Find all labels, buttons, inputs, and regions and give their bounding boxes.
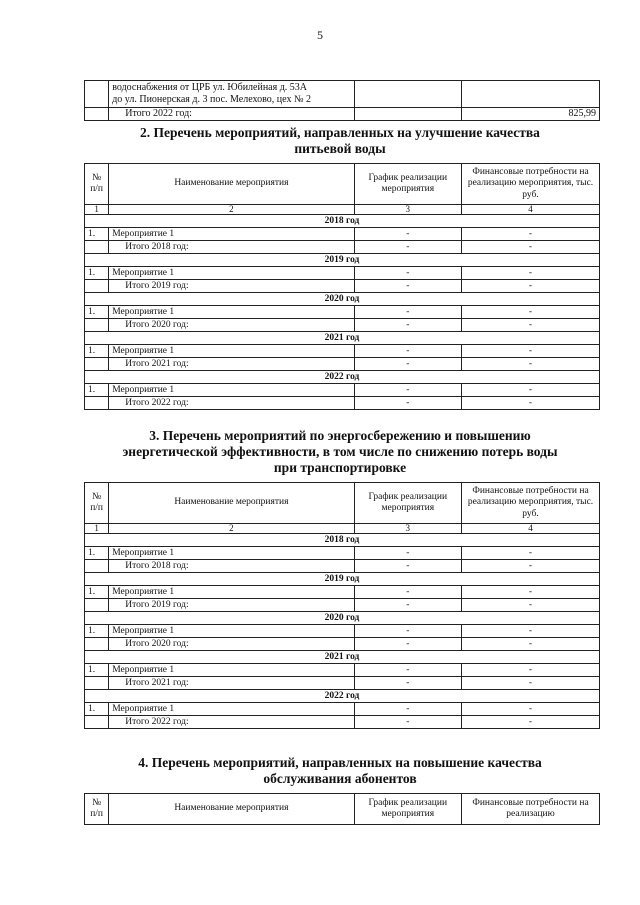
table-cell: 1. (85, 228, 109, 241)
table-cell: Мероприятие 1 (109, 664, 354, 677)
table-cell: Мероприятие 1 (109, 228, 354, 241)
table-cell: - (462, 306, 600, 319)
header-schedule: График реализации мероприятия (354, 794, 461, 825)
table-cell: - (462, 716, 600, 729)
table-cell: 3 (354, 524, 461, 534)
table-cell: 4 (462, 524, 600, 534)
table-cell: - (462, 280, 600, 293)
table-cell: 1 (85, 205, 109, 215)
table-cell: - (354, 599, 461, 612)
total-value: 825,99 (462, 108, 600, 121)
table-cell: - (462, 560, 600, 573)
table-cell: - (354, 397, 461, 410)
table-cell: - (354, 638, 461, 651)
table-cell (462, 81, 600, 108)
table-cell: Мероприятие 1 (109, 267, 354, 280)
header-schedule: График реализации мероприятия (354, 164, 461, 205)
table-cell: Мероприятие 1 (109, 547, 354, 560)
table-cell: 1. (85, 547, 109, 560)
table-cell (85, 560, 109, 573)
table-cell: Мероприятие 1 (109, 586, 354, 599)
table-cell: 1. (85, 703, 109, 716)
table-cell: - (354, 586, 461, 599)
table-cell: - (354, 547, 461, 560)
table-cell: - (354, 306, 461, 319)
header-name: Наименование мероприятия (109, 164, 354, 205)
table-cell (85, 81, 109, 108)
table-cell: 1 (85, 524, 109, 534)
table-cell: 2 (109, 524, 354, 534)
header-num: № п/п (85, 794, 109, 825)
year-row: 2022 год (85, 371, 600, 384)
header-schedule: График реализации мероприятия (354, 483, 461, 524)
year-row: 2019 год (85, 573, 600, 586)
table-cell (85, 280, 109, 293)
table-cell (354, 108, 461, 121)
previous-table-fragment (84, 80, 600, 121)
table-cell: - (462, 677, 600, 690)
table-cell: Итого 2020 год: (109, 638, 354, 651)
section3-table (84, 482, 600, 729)
table-cell (354, 81, 461, 108)
year-row: 2021 год (85, 651, 600, 664)
table-cell: Итого 2019 год: (109, 280, 354, 293)
header-finance: Финансовые потребности на реализацию мероприятия, тыс. руб. (462, 164, 600, 205)
section4-title: 4. Перечень мероприятий, направленных на повышение качества обслуживания абонентов (138, 755, 542, 786)
table-cell: - (354, 384, 461, 397)
table-cell: Мероприятие 1 (109, 703, 354, 716)
table-cell: - (462, 599, 600, 612)
table-cell (85, 716, 109, 729)
section4-table (84, 793, 600, 825)
table-cell: 1. (85, 267, 109, 280)
table-cell: Мероприятие 1 (109, 384, 354, 397)
table-cell (85, 319, 109, 332)
year-row: 2021 год (85, 332, 600, 345)
table-cell: Итого 2018 год: (109, 241, 354, 254)
table-cell: - (354, 703, 461, 716)
table-cell: 1. (85, 306, 109, 319)
table-cell: - (354, 228, 461, 241)
table-cell (85, 677, 109, 690)
table-cell: - (462, 384, 600, 397)
header-finance: Финансовые потребности на реализацию мероприятия, тыс. руб. (462, 483, 600, 524)
table-cell: - (462, 397, 600, 410)
year-row: 2018 год (85, 215, 600, 228)
year-row: 2020 год (85, 293, 600, 306)
table-cell: - (462, 547, 600, 560)
table-cell: - (354, 716, 461, 729)
year-row: 2018 год (85, 534, 600, 547)
table-cell (85, 241, 109, 254)
header-name: Наименование мероприятия (109, 794, 354, 825)
table-cell: - (354, 345, 461, 358)
table-cell (85, 358, 109, 371)
table-cell: Итого 2022 год: (109, 716, 354, 729)
table-cell (85, 108, 109, 121)
year-row: 2019 год (85, 254, 600, 267)
table-cell: - (354, 664, 461, 677)
table-cell: Итого 2018 год: (109, 560, 354, 573)
table-cell: - (462, 267, 600, 280)
table-cell: 1. (85, 384, 109, 397)
table-cell: - (462, 703, 600, 716)
table-cell (85, 599, 109, 612)
table-cell: - (354, 677, 461, 690)
table-cell: Итого 2021 год: (109, 677, 354, 690)
table-cell: 1. (85, 345, 109, 358)
table-cell (85, 638, 109, 651)
table-cell: 1. (85, 664, 109, 677)
table-cell: - (354, 267, 461, 280)
table-cell: Итого 2022 год: (109, 397, 354, 410)
year-row: 2022 год (85, 690, 600, 703)
table-cell: Итого 2020 год: (109, 319, 354, 332)
table-cell: 1. (85, 586, 109, 599)
table-cell: 3 (354, 205, 461, 215)
header-num: № п/п (85, 483, 109, 524)
description-cell: водоснабжения от ЦРБ ул. Юбилейная д. 53А до ул. Пионерская д. 3 пос. Мелехово, цех № 2 (109, 81, 354, 108)
header-name: Наименование мероприятия (109, 483, 354, 524)
table-cell: - (462, 319, 600, 332)
table-cell: - (354, 280, 461, 293)
table-cell: - (462, 358, 600, 371)
table-cell: - (354, 241, 461, 254)
table-cell: - (462, 638, 600, 651)
section3-title: 3. Перечень мероприятий по энергосбережению и повышению энергетической эффективности, в том числе по снижению потерь воды при транспортировке (122, 428, 558, 475)
table-cell: - (462, 586, 600, 599)
table-cell: - (462, 345, 600, 358)
table-cell: Мероприятие 1 (109, 625, 354, 638)
year-row: 2020 год (85, 612, 600, 625)
table-cell (85, 397, 109, 410)
table-cell: 4 (462, 205, 600, 215)
total-label: Итого 2022 год: (109, 108, 354, 121)
table-cell: - (462, 241, 600, 254)
table-cell: - (462, 625, 600, 638)
page-number: 5 (317, 28, 323, 42)
table-cell: - (354, 319, 461, 332)
table-cell: Мероприятие 1 (109, 345, 354, 358)
header-num: № п/п (85, 164, 109, 205)
table-cell: 1. (85, 625, 109, 638)
table-cell: Итого 2021 год: (109, 358, 354, 371)
table-cell: - (462, 228, 600, 241)
table-cell: - (354, 358, 461, 371)
table-cell: Итого 2019 год: (109, 599, 354, 612)
header-finance: Финансовые потребности на реализацию (462, 794, 600, 825)
table-cell: 2 (109, 205, 354, 215)
table-cell: Мероприятие 1 (109, 306, 354, 319)
table-cell: - (462, 664, 600, 677)
table-cell: - (354, 625, 461, 638)
section2-title: 2. Перечень мероприятий, направленных на улучшение качества питьевой воды (140, 125, 540, 156)
section2-table (84, 163, 600, 410)
table-cell: - (354, 560, 461, 573)
